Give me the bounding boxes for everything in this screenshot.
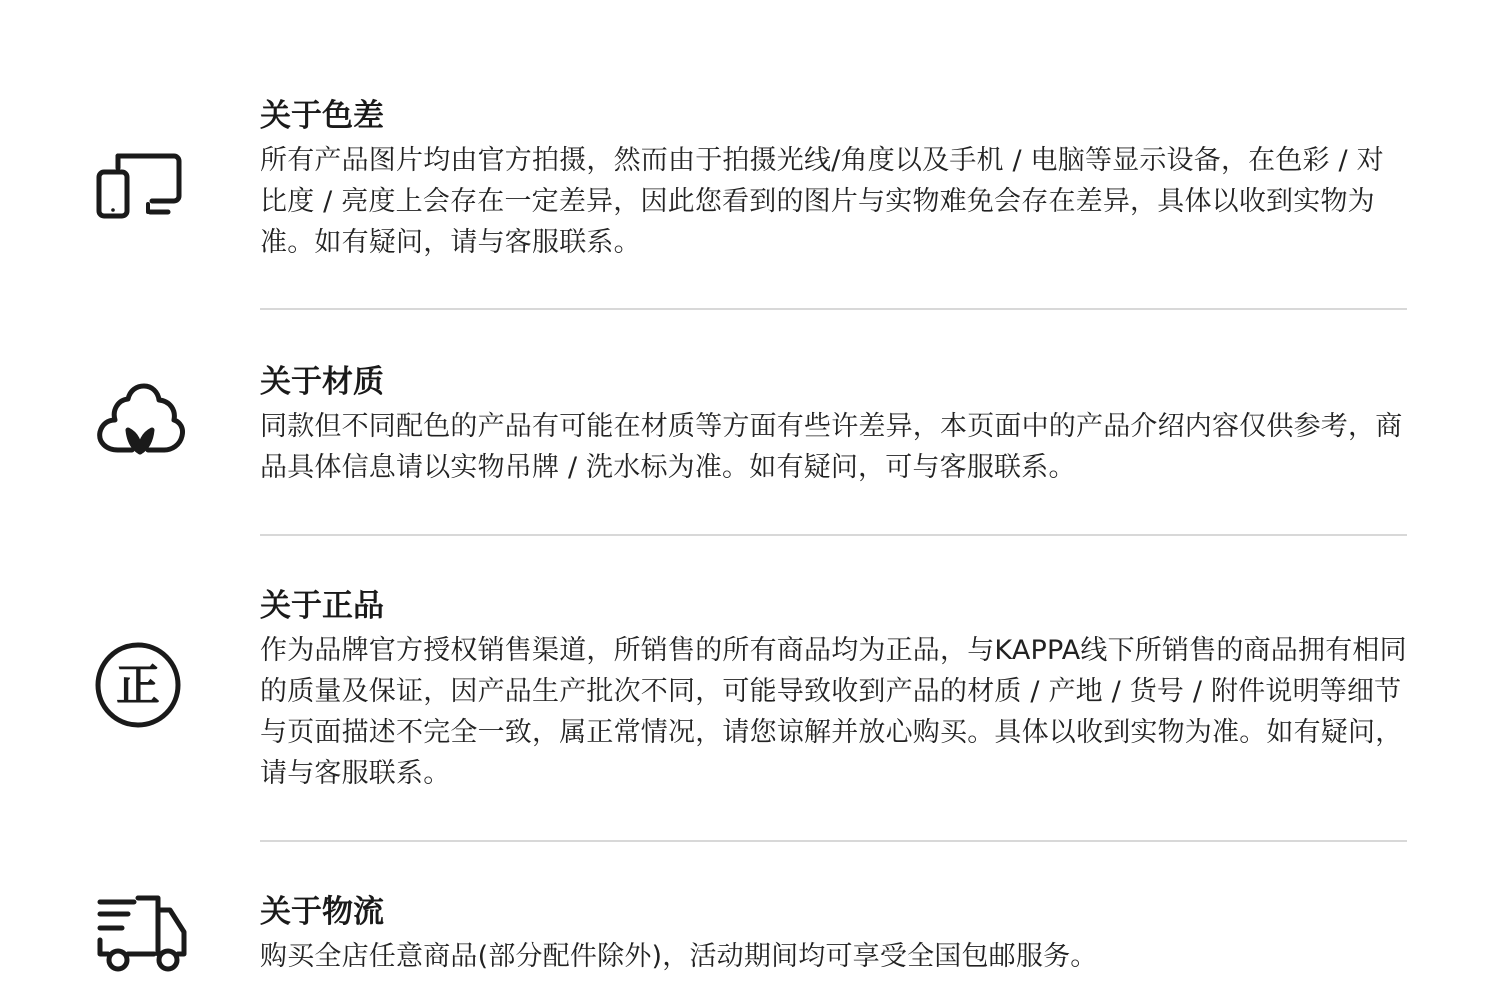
notice-title: 关于材质 [260,364,384,400]
notice-text: 所有产品图片均由官方拍摄，然而由于拍摄光线/角度以及手机 / 电脑等显示设备，在色彩 / 对比度 / 亮度上会存在一定差异，因此您看到的图片与实物难免会存在差异，具体以收到实物为准。如有疑问，请与客服联系。 [260,145,1384,258]
notice-text: 购买全店任意商品(部分配件除外)，活动期间均可享受全国包邮服务。 [260,941,1098,972]
genuine-seal-glyph: 正 [116,660,160,711]
notice-title: 关于物流 [260,894,384,930]
devices-icon [88,132,192,236]
delivery-truck-icon [88,880,192,984]
cotton-icon [88,368,192,472]
divider [260,308,1407,310]
genuine-seal-icon [88,633,192,737]
divider [260,534,1407,536]
notice-text: 作为品牌官方授权销售渠道，所销售的所有商品均为正品，与KAPPA线下所销售的商品拥有相同的质量及保证，因产品生产批次不同，可能导致收到产品的材质 / 产地 / 货号 / 附件说明等细节与页面描述不完全一致，属正常情况，请您谅解并放心购买。具体以收到实物为准。如有疑问，请与客服联系。 [260,635,1407,789]
notice-text: 同款但不同配色的产品有可能在材质等方面有些许差异，本页面中的产品介绍内容仅供参考，商品具体信息请以实物吊牌 / 洗水标为准。如有疑问，可与客服联系。 [260,411,1403,483]
notice-title: 关于色差 [260,98,384,134]
divider [260,840,1407,842]
notice-title: 关于正品 [260,588,384,624]
